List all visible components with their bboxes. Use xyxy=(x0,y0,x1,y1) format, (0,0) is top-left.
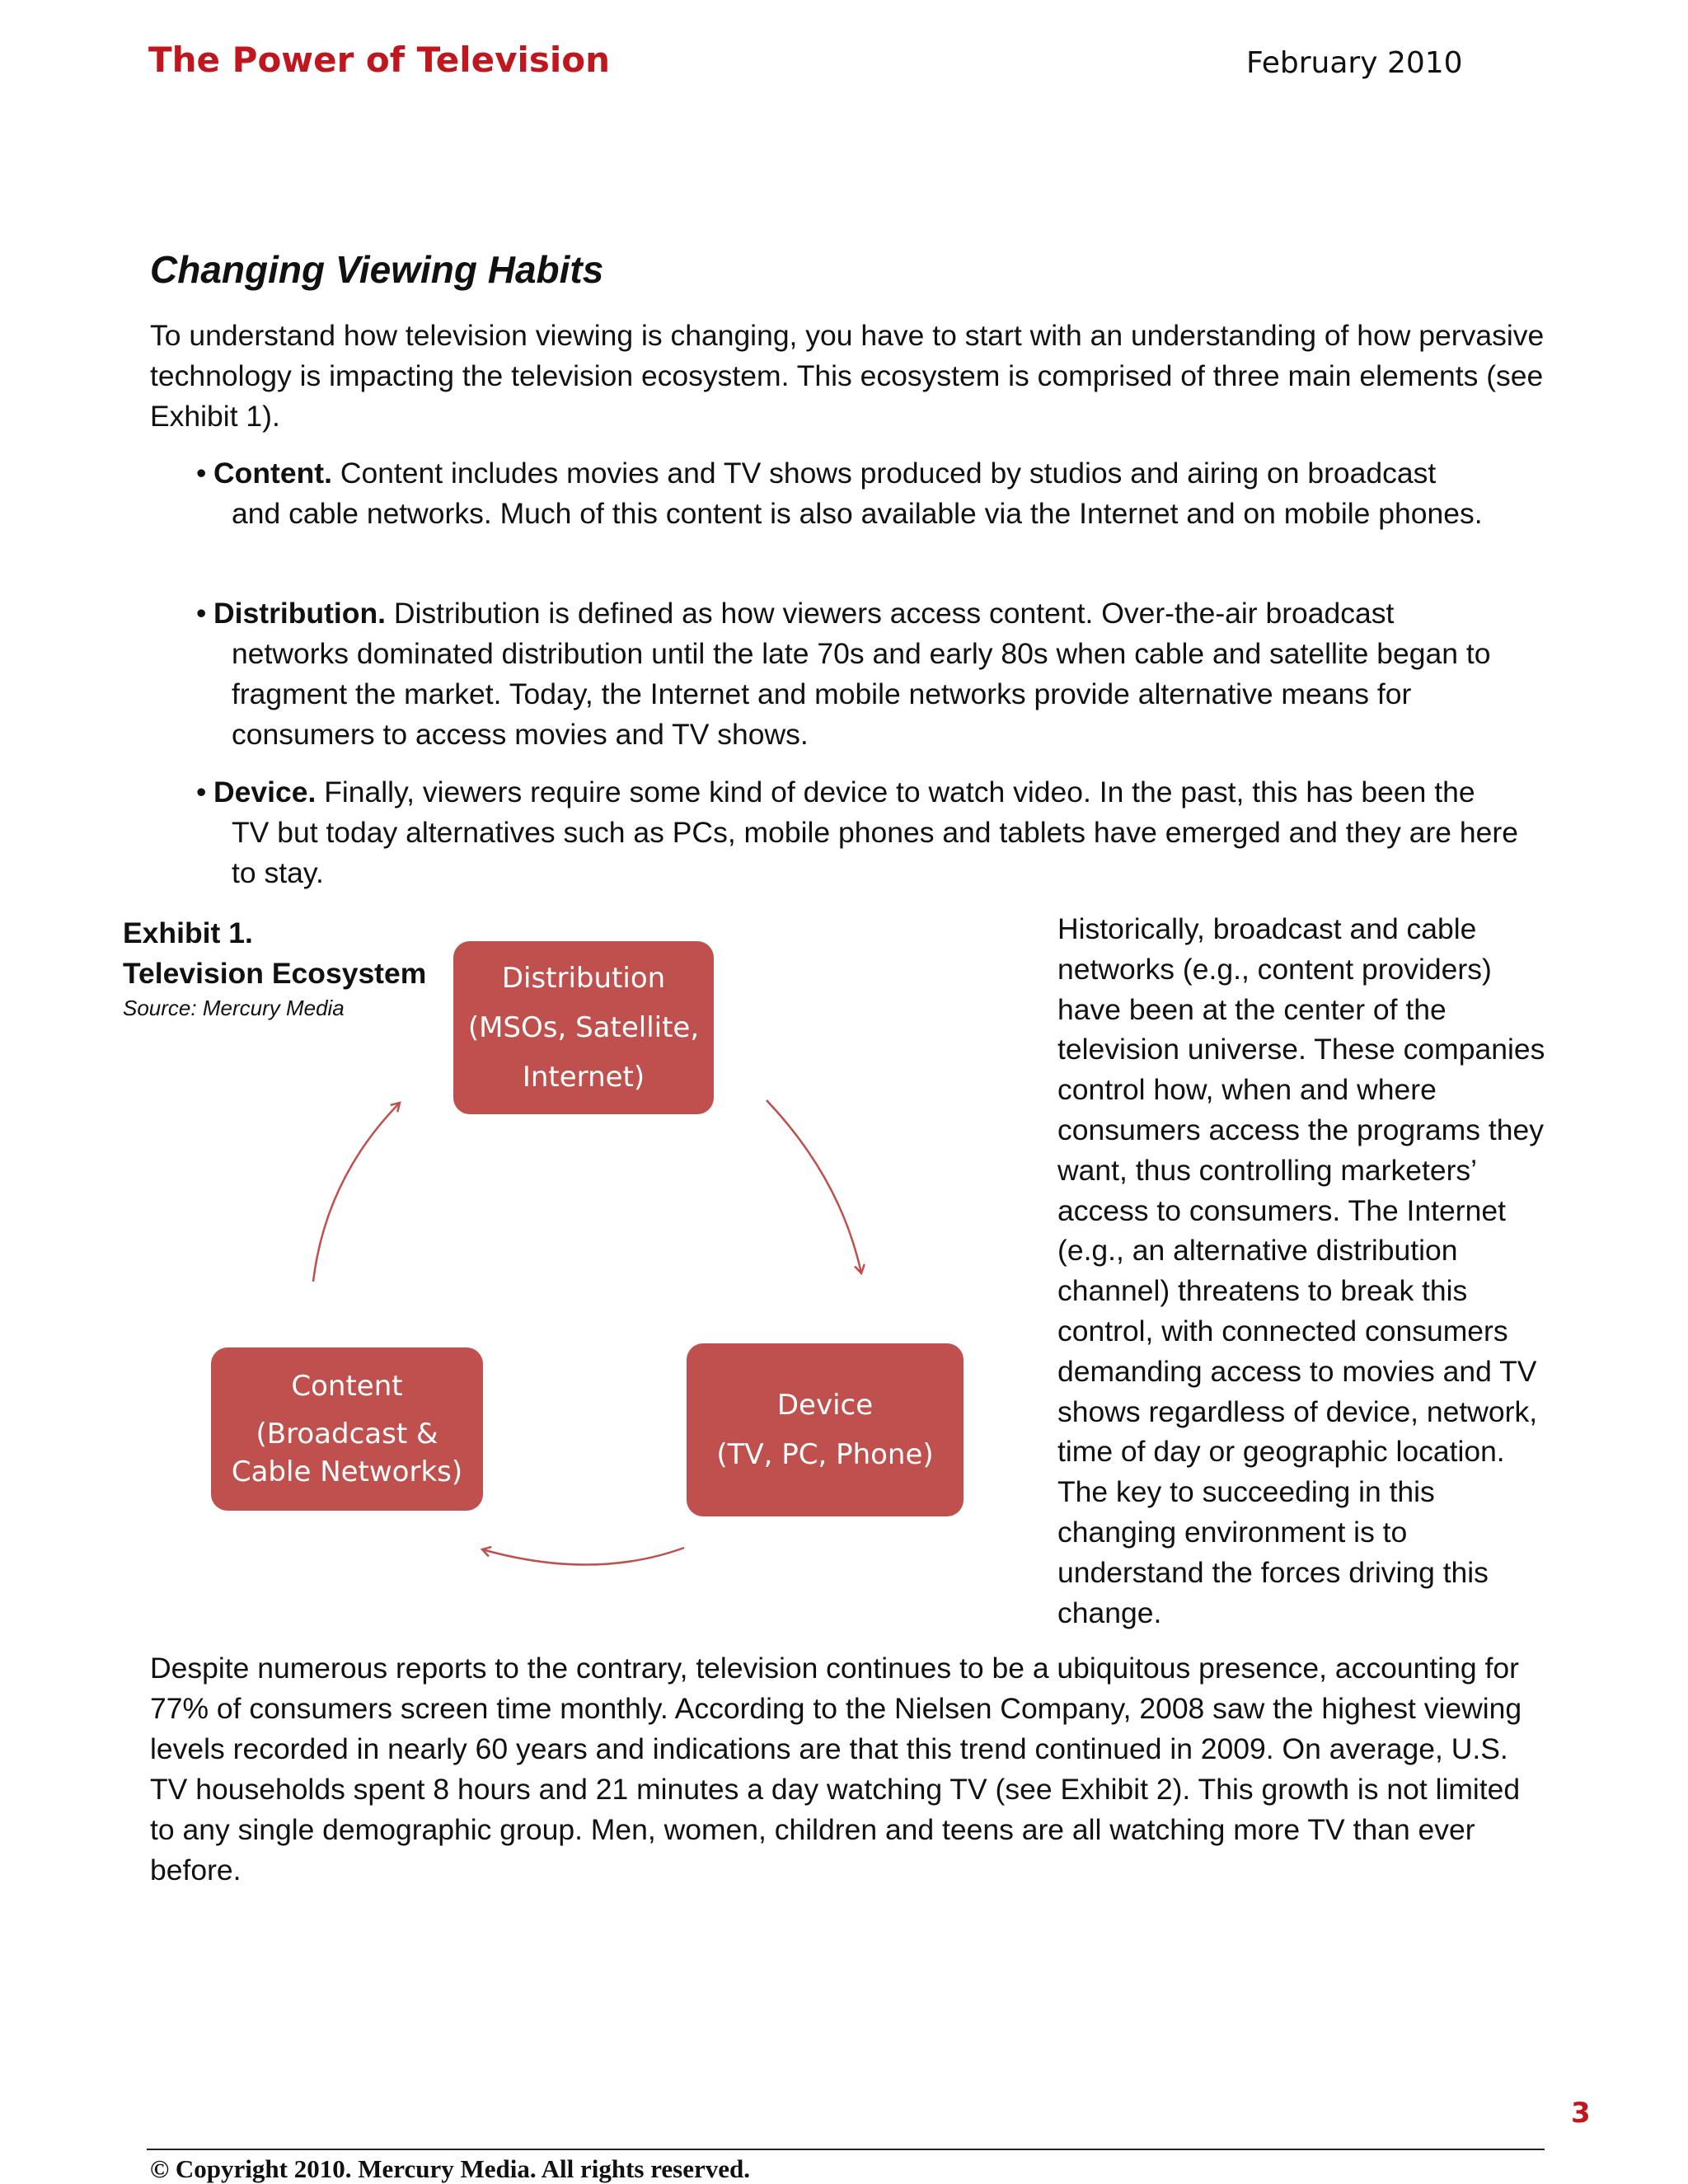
exhibit-title: Television Ecosystem xyxy=(123,957,427,990)
intro-paragraph: To understand how television viewing is changing, you have to start with an understanding of how pervasive technology is impacting the television ecosystem. This ecosystem is comprised of three main elements (see Exhibit 1). xyxy=(150,319,1545,433)
closing-paragraph: Despite numerous reports to the contrary, television continues to be a ubiquitous presence, accounting for 77% of consumers screen time monthly. According to the Nielsen Company, 2008 saw the highest viewing levels recorded in nearly 60 years and indications are that this trend continued in 2009. On average, U.S. TV households spent 8 hours and 21 minutes a day watching TV (see Exhibit 2). This growth is not limited to any single demographic group. Men, women, children and teens are all watching more TV than ever before. xyxy=(150,1652,1522,1886)
content-box-title: Content xyxy=(291,1370,403,1403)
arrow-device-to-content xyxy=(482,1548,684,1565)
page-number: 3 xyxy=(1571,2097,1591,2130)
bullet-first-line: Finally, viewers require some kind of device to watch video. In the past, this has been the xyxy=(316,776,1475,808)
device-box xyxy=(687,1343,964,1516)
bullet-marker: • xyxy=(196,776,207,808)
arrow-distribution-to-device xyxy=(767,1100,861,1273)
bullet-term: Content. xyxy=(213,457,332,490)
device-box-detail: (TV, PC, Phone) xyxy=(716,1438,934,1471)
bullet-continuation: networks dominated distribution until the late 70s and early 80s when cable and satellite began to fragment the market. Today, the Internet and mobile networks provide alternative means for consumers to access movies and TV shows. xyxy=(232,637,1491,751)
footer-divider xyxy=(147,2149,1545,2150)
side-paragraph: Historically, broadcast and cable networks (e.g., content providers) have been at the center of the television universe. These companies control how, when and where consumers access the programs they want, thus controlling marketers’ access to consumers. The Internet (e.g., an alternative distribution channel) threatens to break this control, with connected consumers demanding access to movies and TV shows regardless of device, network, time of day or geographic location. The key to succeeding in this changing environment is to understand the forces driving this change. xyxy=(1057,912,1545,1629)
content-box xyxy=(211,1347,483,1511)
bullet-continuation: and cable networks. Much of this content is also available via the Internet and on mobile phones. xyxy=(232,497,1483,530)
copyright-footer: © Copyright 2010. Mercury Media. All rights reserved. xyxy=(150,2154,751,2183)
distribution-box-detail: (MSOs, Satellite, xyxy=(467,1011,700,1044)
distribution-box-title: Distribution xyxy=(501,962,666,995)
document-header-title: The Power of Television xyxy=(148,40,611,80)
device-box-title: Device xyxy=(776,1389,874,1422)
content-box-detail: Cable Networks) xyxy=(231,1455,463,1488)
distribution-box xyxy=(453,941,714,1114)
exhibit-source: Source: Mercury Media xyxy=(123,996,345,1020)
bullet-first-line: Distribution is defined as how viewers access content. Over-the-air broadcast xyxy=(386,597,1395,630)
exhibit-label: Exhibit 1. xyxy=(123,916,253,949)
section-title: Changing Viewing Habits xyxy=(150,248,604,291)
bullet-term: Device. xyxy=(213,776,316,808)
content-box-detail: (Broadcast & xyxy=(256,1418,438,1451)
bullet-marker: • xyxy=(196,457,207,490)
bullet-continuation: TV but today alternatives such as PCs, mobile phones and tablets have emerged and they are here to stay. xyxy=(232,816,1518,889)
document-header-date: February 2010 xyxy=(1246,46,1463,80)
bullet-marker: • xyxy=(196,597,207,630)
distribution-box-detail: Internet) xyxy=(522,1061,645,1094)
bullet-first-line: Content includes movies and TV shows produced by studios and airing on broadcast xyxy=(331,457,1437,490)
bullet-term: Distribution. xyxy=(213,597,387,630)
arrow-content-to-distribution xyxy=(313,1103,400,1282)
